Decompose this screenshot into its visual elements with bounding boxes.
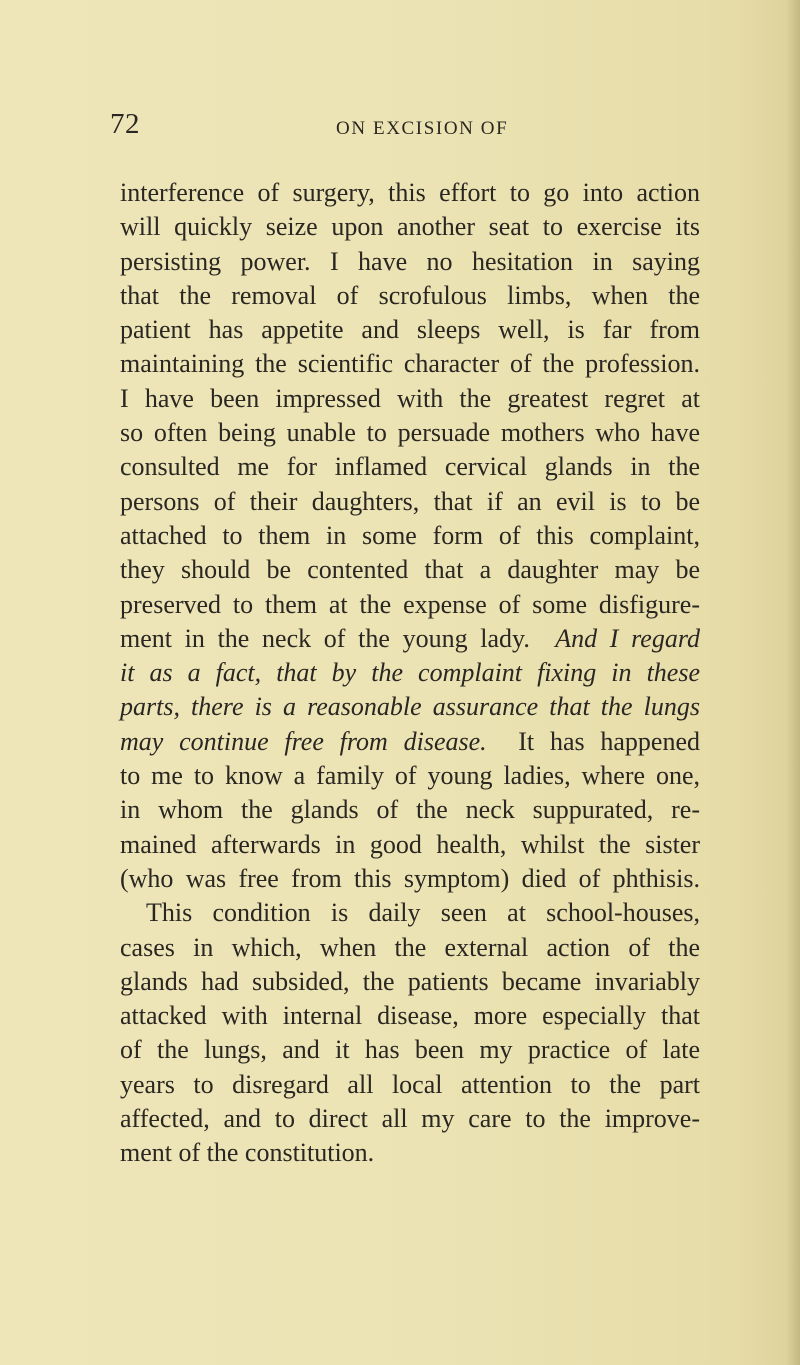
text-line (120, 622, 700, 656)
text-line: so often being unable to persuade mothers who have (120, 418, 700, 448)
text-line: maintaining the scientific character of the profession. (120, 349, 700, 379)
text-line: interference of surgery, this effort to go into action (120, 178, 700, 207)
text-line: will quickly seize upon another seat to exercise its (120, 212, 700, 242)
text-line: cases in which, when the external action of the (120, 932, 700, 962)
text-line: mained afterwards in good health, whilst the sister (120, 829, 700, 859)
running-title: ON EXCISION OF (336, 118, 509, 139)
text-line: to me to know a family of young ladies, where one, (120, 761, 700, 791)
text-line: (who was free from this symptom) died of phthisis. (120, 863, 700, 893)
text-line-last: ment of the constitution. (120, 1138, 375, 1168)
italic-segment: may continue free from disease. (120, 726, 487, 756)
page-edge-shadow (786, 0, 800, 1365)
page-number: 72 (110, 108, 140, 140)
text-line: patient has appetite and sleeps well, is far from (120, 315, 700, 345)
text-line: attached to them in some form of this complaint, (120, 520, 700, 550)
text-line: glands had subsided, the patients became invariably (120, 966, 700, 996)
italic-text-line: it as a fact, that by the complaint fixing in these (120, 658, 700, 688)
text-line: I have been impressed with the greatest regret at (120, 383, 700, 413)
text-line: consulted me for inflamed cervical glands in the (120, 452, 700, 482)
text-line: affected, and to direct all my care to the improve- (120, 1104, 700, 1134)
italic-text-line: parts, there is a reasonable assurance that the lungs (120, 692, 700, 722)
text-line (120, 725, 700, 759)
body-text (120, 176, 700, 1171)
text-line: of the lungs, and it has been my practice of late (120, 1035, 700, 1065)
text-line: persons of their daughters, that if an evil is to be (120, 486, 700, 516)
text-segment: It has happened (518, 726, 701, 756)
text-line: attacked with internal disease, more especially that (120, 1001, 700, 1031)
text-line: they should be contented that a daughter may be (120, 555, 700, 585)
text-line: that the removal of scrofulous limbs, when the (120, 280, 700, 310)
text-line: in whom the glands of the neck suppurated, re- (120, 795, 700, 825)
text-line-indented: This condition is daily seen at school-houses, (146, 898, 700, 928)
text-line: preserved to them at the expense of some disfigure- (120, 589, 700, 619)
text-segment: ment in the neck of the young lady. (120, 623, 530, 653)
running-head (110, 108, 630, 148)
italic-segment: And I regard (555, 623, 700, 653)
text-line: persisting power. I have no hesitation in saying (120, 246, 700, 276)
text-line: years to disregard all local attention to the part (120, 1069, 700, 1099)
